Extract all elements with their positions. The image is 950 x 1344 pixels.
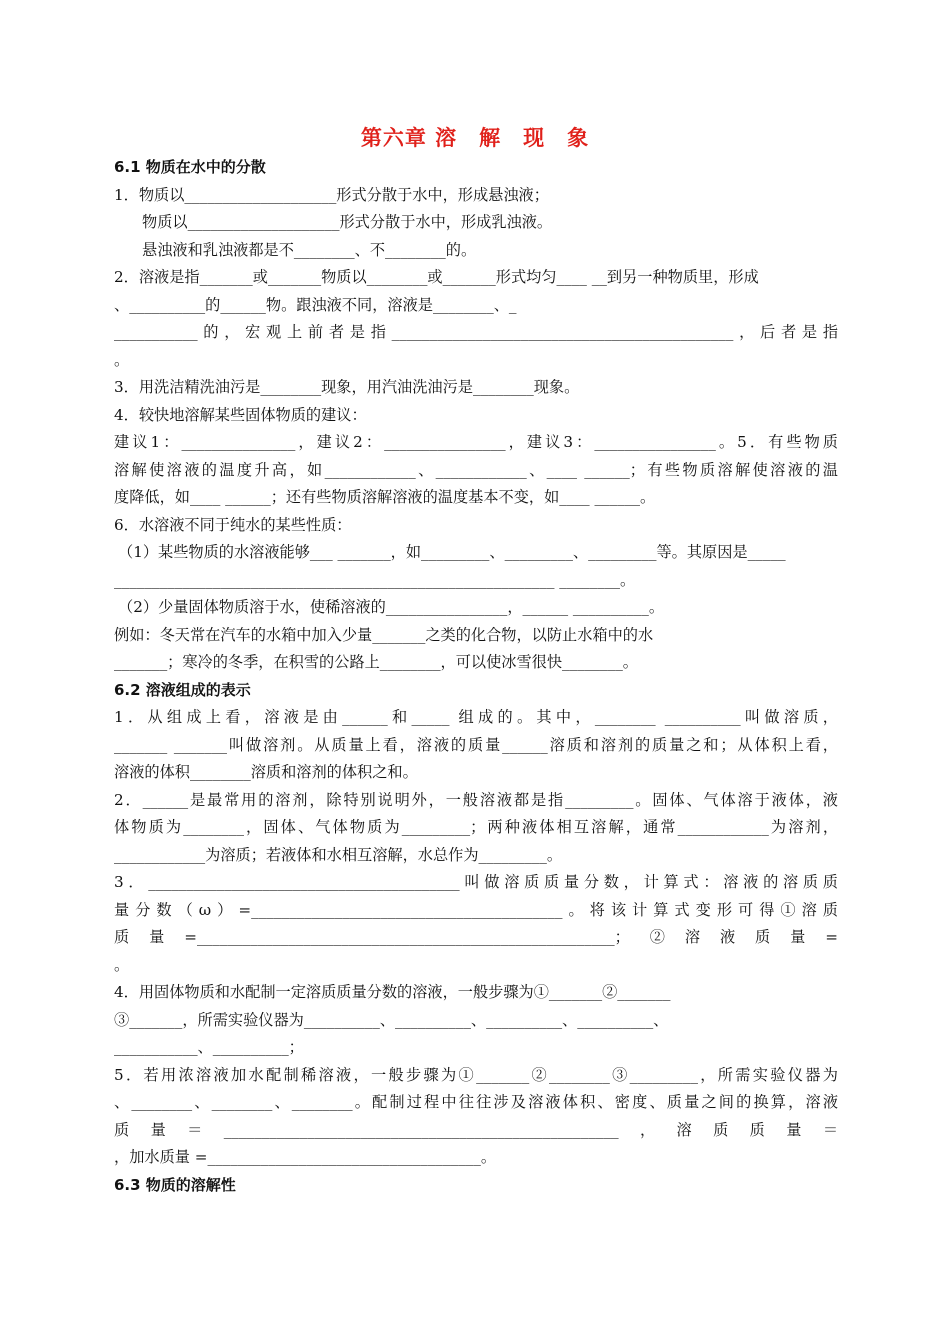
- worksheet-line: 溶液的体积________溶质和溶剂的体积之和。: [114, 763, 418, 781]
- worksheet-line: 1．从组成上看，溶液是由______和_____ 组成的。其中，________ __________叫做溶质，: [114, 708, 838, 726]
- worksheet-line: 物质以____________________形式分散于水中，形成乳浊液。: [142, 213, 553, 231]
- worksheet-line: 例如：冬天常在汽车的水箱中加入少量_______之类的化合物，以防止水箱中的水: [114, 625, 654, 644]
- worksheet-line: 3．_________________________________________叫做溶质质量分数，计算式：溶液的溶质质: [114, 873, 838, 891]
- worksheet-line: ___________、__________；: [114, 1038, 304, 1056]
- worksheet-line: 2．______是最常用的溶剂，除特别说明外，一般溶液都是指_________。固体、气体溶于液体，液: [114, 790, 838, 809]
- worksheet-line: ____________为溶质；若液体和水相互溶解，水总作为_________。: [114, 845, 563, 864]
- section-heading: 6.2 溶液组成的表示: [114, 680, 251, 699]
- worksheet-line: 、________、________、________。配制过程中往往涉及溶液体积、密度、质量之间的换算，溶液: [114, 1093, 838, 1111]
- worksheet-line: ③_______，所需实验仪器为__________、__________、__________、__________、: [114, 1010, 669, 1029]
- worksheet-line: （1）某些物质的水溶液能够___ _______，如_________、_________、_________等。其原因是_____: [118, 543, 786, 561]
- worksheet-line: 悬浊液和乳浊液都是不________、不________的。: [142, 240, 477, 259]
- worksheet-line: 、__________的______物。跟浊液不同，溶液是________、_: [114, 295, 517, 314]
- worksheet-line: 1．物质以____________________形式分散于水中，形成悬浊液；: [114, 185, 549, 204]
- worksheet-line: 3．用洗洁精洗油污是________现象，用汽油洗油污是________现象。: [114, 378, 580, 396]
- worksheet-line: 度降低，如____ ______；还有些物质溶解溶液的温度基本不变，如____ ______。: [114, 488, 656, 506]
- worksheet-line: 5．若用浓溶液加水配制稀溶液，一般步骤为①_______②________③_________，所需实验仪器为: [114, 1065, 838, 1084]
- worksheet-line: 量分数（ω）=_________________________________________。将该计算式变形可得①溶质: [114, 900, 838, 919]
- worksheet-line: _______ _______叫做溶剂。从质量上看，溶液的质量______溶质和溶剂的质量之和；从体积上看，: [114, 735, 838, 754]
- worksheet-line: 质量=_______________________________________________________；②溶液质量=: [114, 928, 838, 946]
- chapter-title: 第六章 溶 解 现 象: [360, 126, 590, 150]
- worksheet-line: 4．较快地溶解某些固体物质的建议：: [114, 405, 367, 424]
- worksheet-line: ___________的，宏观上前者是指_____________________________________________，后者是指: [114, 323, 838, 341]
- worksheet-line: __________________________________________________________ ________。: [114, 570, 636, 589]
- worksheet-line: _______；寒冷的冬季，在积雪的公路上________，可以使冰雪很快________。: [114, 653, 638, 671]
- worksheet-line: （2）少量固体物质溶于水，使稀溶液的________________，______ __________。: [118, 598, 665, 616]
- worksheet-line: 。: [114, 955, 130, 974]
- worksheet-line: ，加水质量 =____________________________________。: [114, 1148, 497, 1166]
- worksheet-line: 体物质为________，固体、气体物质为_________；两种液体相互溶解，通常____________为溶剂，: [114, 818, 838, 836]
- worksheet-line: 溶解使溶液的温度升高，如____________、____________、____ ______；有些物质溶解使溶液的温: [114, 460, 838, 479]
- worksheet-line: 质量＝____________________________________________________，溶质质量＝: [114, 1120, 838, 1139]
- worksheet-line: 6．水溶液不同于纯水的某些性质：: [114, 515, 352, 534]
- section-heading: 6.1 物质在水中的分散: [114, 158, 266, 176]
- section-heading: 6.3 物质的溶解性: [114, 1175, 236, 1194]
- worksheet-line: 。: [114, 350, 130, 369]
- worksheet-line: 建议1：_______________，建议2：________________，建议3：________________。5．有些物质: [114, 433, 838, 451]
- worksheet-line: 2．溶液是指_______或_______物质以________或_______形式均匀____ __到另一种物质里，形成: [114, 268, 759, 286]
- worksheet-line: 4．用固体物质和水配制一定溶质质量分数的溶液，一般步骤为①_______②_______: [114, 983, 671, 1001]
- worksheet-body: [114, 154, 838, 1199]
